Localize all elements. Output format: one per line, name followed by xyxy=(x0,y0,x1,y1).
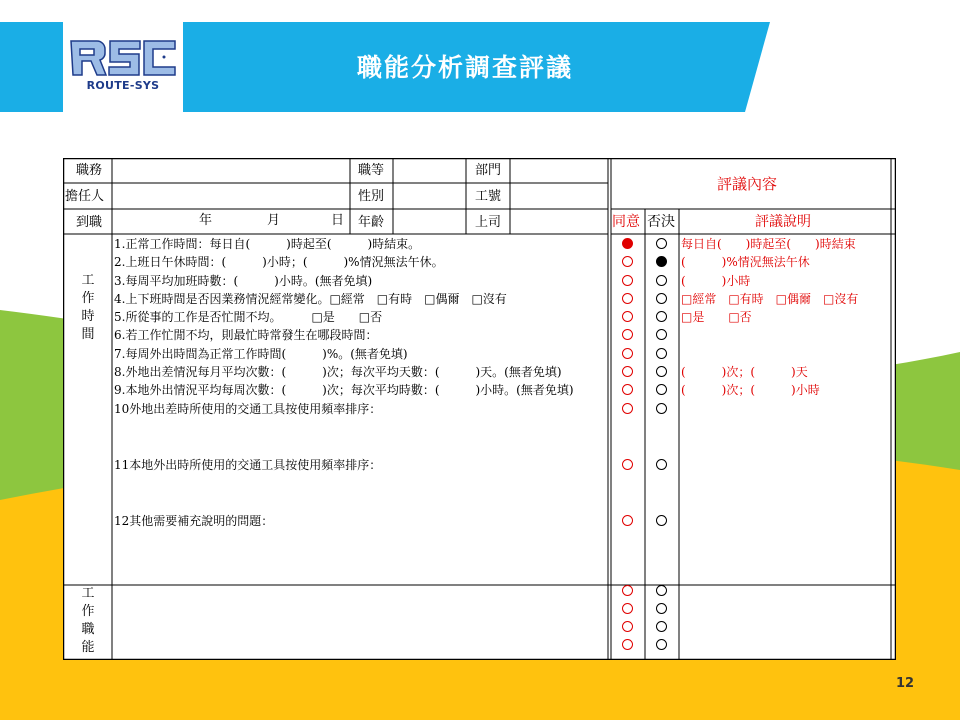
reject-radio-8[interactable] xyxy=(656,366,667,377)
reject-header: 否決 xyxy=(647,214,675,230)
answer-4: □經常 □有時 □偶爾 □沒有 xyxy=(681,292,859,306)
agree-radio-8[interactable] xyxy=(622,366,633,377)
question-9: 9.本地外出情況平均每周次數：( )次；每次平均時數：( )小時。(無者免填) xyxy=(114,383,574,397)
question-10: 10外地出差時所使用的交通工具按使用頻率排序： xyxy=(114,402,382,416)
reject-radio-11[interactable] xyxy=(656,459,667,470)
logo-letters xyxy=(68,38,178,78)
reject-radio-7[interactable] xyxy=(656,348,667,359)
question-12: 12其他需要補充說明的問題： xyxy=(114,514,274,528)
agree-radio-1[interactable] xyxy=(622,238,633,249)
question-3: 3.每周平均加班時數：( )小時。(無者免填) xyxy=(114,274,373,288)
reject-radio-3[interactable] xyxy=(656,275,667,286)
answer-3: ( )小時 xyxy=(681,274,751,288)
answer-1: 每日自( )時起至( )時結束 xyxy=(681,237,856,251)
reject-radio-2[interactable] xyxy=(656,256,667,267)
agree-radio-10[interactable] xyxy=(622,403,633,414)
question-2: 2.上班日午休時間：( )小時；( )%情況無法午休。 xyxy=(114,255,444,269)
answer-9: ( )次；( )小時 xyxy=(681,383,820,397)
label-day: 日 xyxy=(331,213,345,228)
label-grade: 職等 xyxy=(358,163,385,178)
agree-radio-5[interactable] xyxy=(622,311,633,322)
reject-radio-5[interactable] xyxy=(656,311,667,322)
duty-reject-radio-2[interactable] xyxy=(656,603,667,614)
section-char: 工 xyxy=(81,586,95,601)
question-4: 4.上下班時間是否因業務情況經常變化。□經常 □有時 □偶爾 □沒有 xyxy=(114,292,507,306)
section-char: 作 xyxy=(81,291,95,306)
agree-radio-3[interactable] xyxy=(622,275,633,286)
duty-agree-radio-4[interactable] xyxy=(622,639,633,650)
reject-radio-10[interactable] xyxy=(656,403,667,414)
label-gender: 性別 xyxy=(358,189,385,204)
duty-agree-radio-2[interactable] xyxy=(622,603,633,614)
question-6: 6.若工作忙閒不均，則最忙時常發生在哪段時間： xyxy=(114,328,378,342)
section-char: 能 xyxy=(81,640,95,655)
agree-radio-7[interactable] xyxy=(622,348,633,359)
agree-radio-12[interactable] xyxy=(622,515,633,526)
agree-radio-9[interactable] xyxy=(622,384,633,395)
label-supervisor: 上司 xyxy=(475,215,502,230)
page-number: 12 xyxy=(896,676,915,691)
label-position: 職務 xyxy=(76,163,103,178)
duty-reject-radio-1[interactable] xyxy=(656,585,667,596)
job-analysis-form xyxy=(63,158,896,660)
reject-radio-1[interactable] xyxy=(656,238,667,249)
duty-reject-radio-4[interactable] xyxy=(656,639,667,650)
answer-2: ( )%情況無法午休 xyxy=(681,255,810,269)
agree-header: 同意 xyxy=(612,214,640,230)
agree-radio-2[interactable] xyxy=(622,256,633,267)
label-holder: 擔任人 xyxy=(65,189,105,204)
section-char: 時 xyxy=(81,309,95,324)
question-8: 8.外地出差情況每月平均次數：( )次；每次平均天數：( )天。(無者免填) xyxy=(114,365,562,379)
review-desc-header: 評議說明 xyxy=(755,214,811,230)
duty-agree-radio-1[interactable] xyxy=(622,585,633,596)
reject-radio-12[interactable] xyxy=(656,515,667,526)
review-title: 評議內容 xyxy=(717,175,778,193)
agree-radio-6[interactable] xyxy=(622,329,633,340)
label-month: 月 xyxy=(267,213,281,228)
answer-8: ( )次；( )天 xyxy=(681,365,808,379)
slide-title: 職能分析調查評議 xyxy=(356,53,573,82)
label-onboard: 到職 xyxy=(76,215,103,230)
agree-radio-11[interactable] xyxy=(622,459,633,470)
answer-5: □是 □否 xyxy=(681,310,752,324)
duty-agree-radio-3[interactable] xyxy=(622,621,633,632)
section-char: 作 xyxy=(81,604,95,619)
section-work-duty xyxy=(80,585,96,657)
agree-radio-4[interactable] xyxy=(622,293,633,304)
reject-radio-4[interactable] xyxy=(656,293,667,304)
question-1: 1.正常工作時間：每日自( )時起至( )時結束。 xyxy=(114,237,421,251)
label-department: 部門 xyxy=(475,163,502,178)
label-employee-no: 工號 xyxy=(475,189,502,204)
question-5: 5.所從事的工作是否忙閒不均。 □是 □否 xyxy=(114,310,383,324)
section-work-time xyxy=(80,272,96,344)
section-char: 職 xyxy=(81,622,95,637)
company-logo xyxy=(63,22,183,112)
logo-text: ROUTE-SYS xyxy=(86,79,160,92)
section-char: 間 xyxy=(81,327,95,342)
duty-reject-radio-3[interactable] xyxy=(656,621,667,632)
reject-radio-6[interactable] xyxy=(656,329,667,340)
label-age: 年齡 xyxy=(358,215,385,230)
label-year: 年 xyxy=(199,213,213,228)
reject-radio-9[interactable] xyxy=(656,384,667,395)
section-char: 工 xyxy=(81,273,95,288)
question-7: 7.每周外出時間為正常工作時間( )%。(無者免填) xyxy=(114,347,408,361)
question-11: 11本地外出時所使用的交通工具按使用頻率排序： xyxy=(114,458,382,472)
